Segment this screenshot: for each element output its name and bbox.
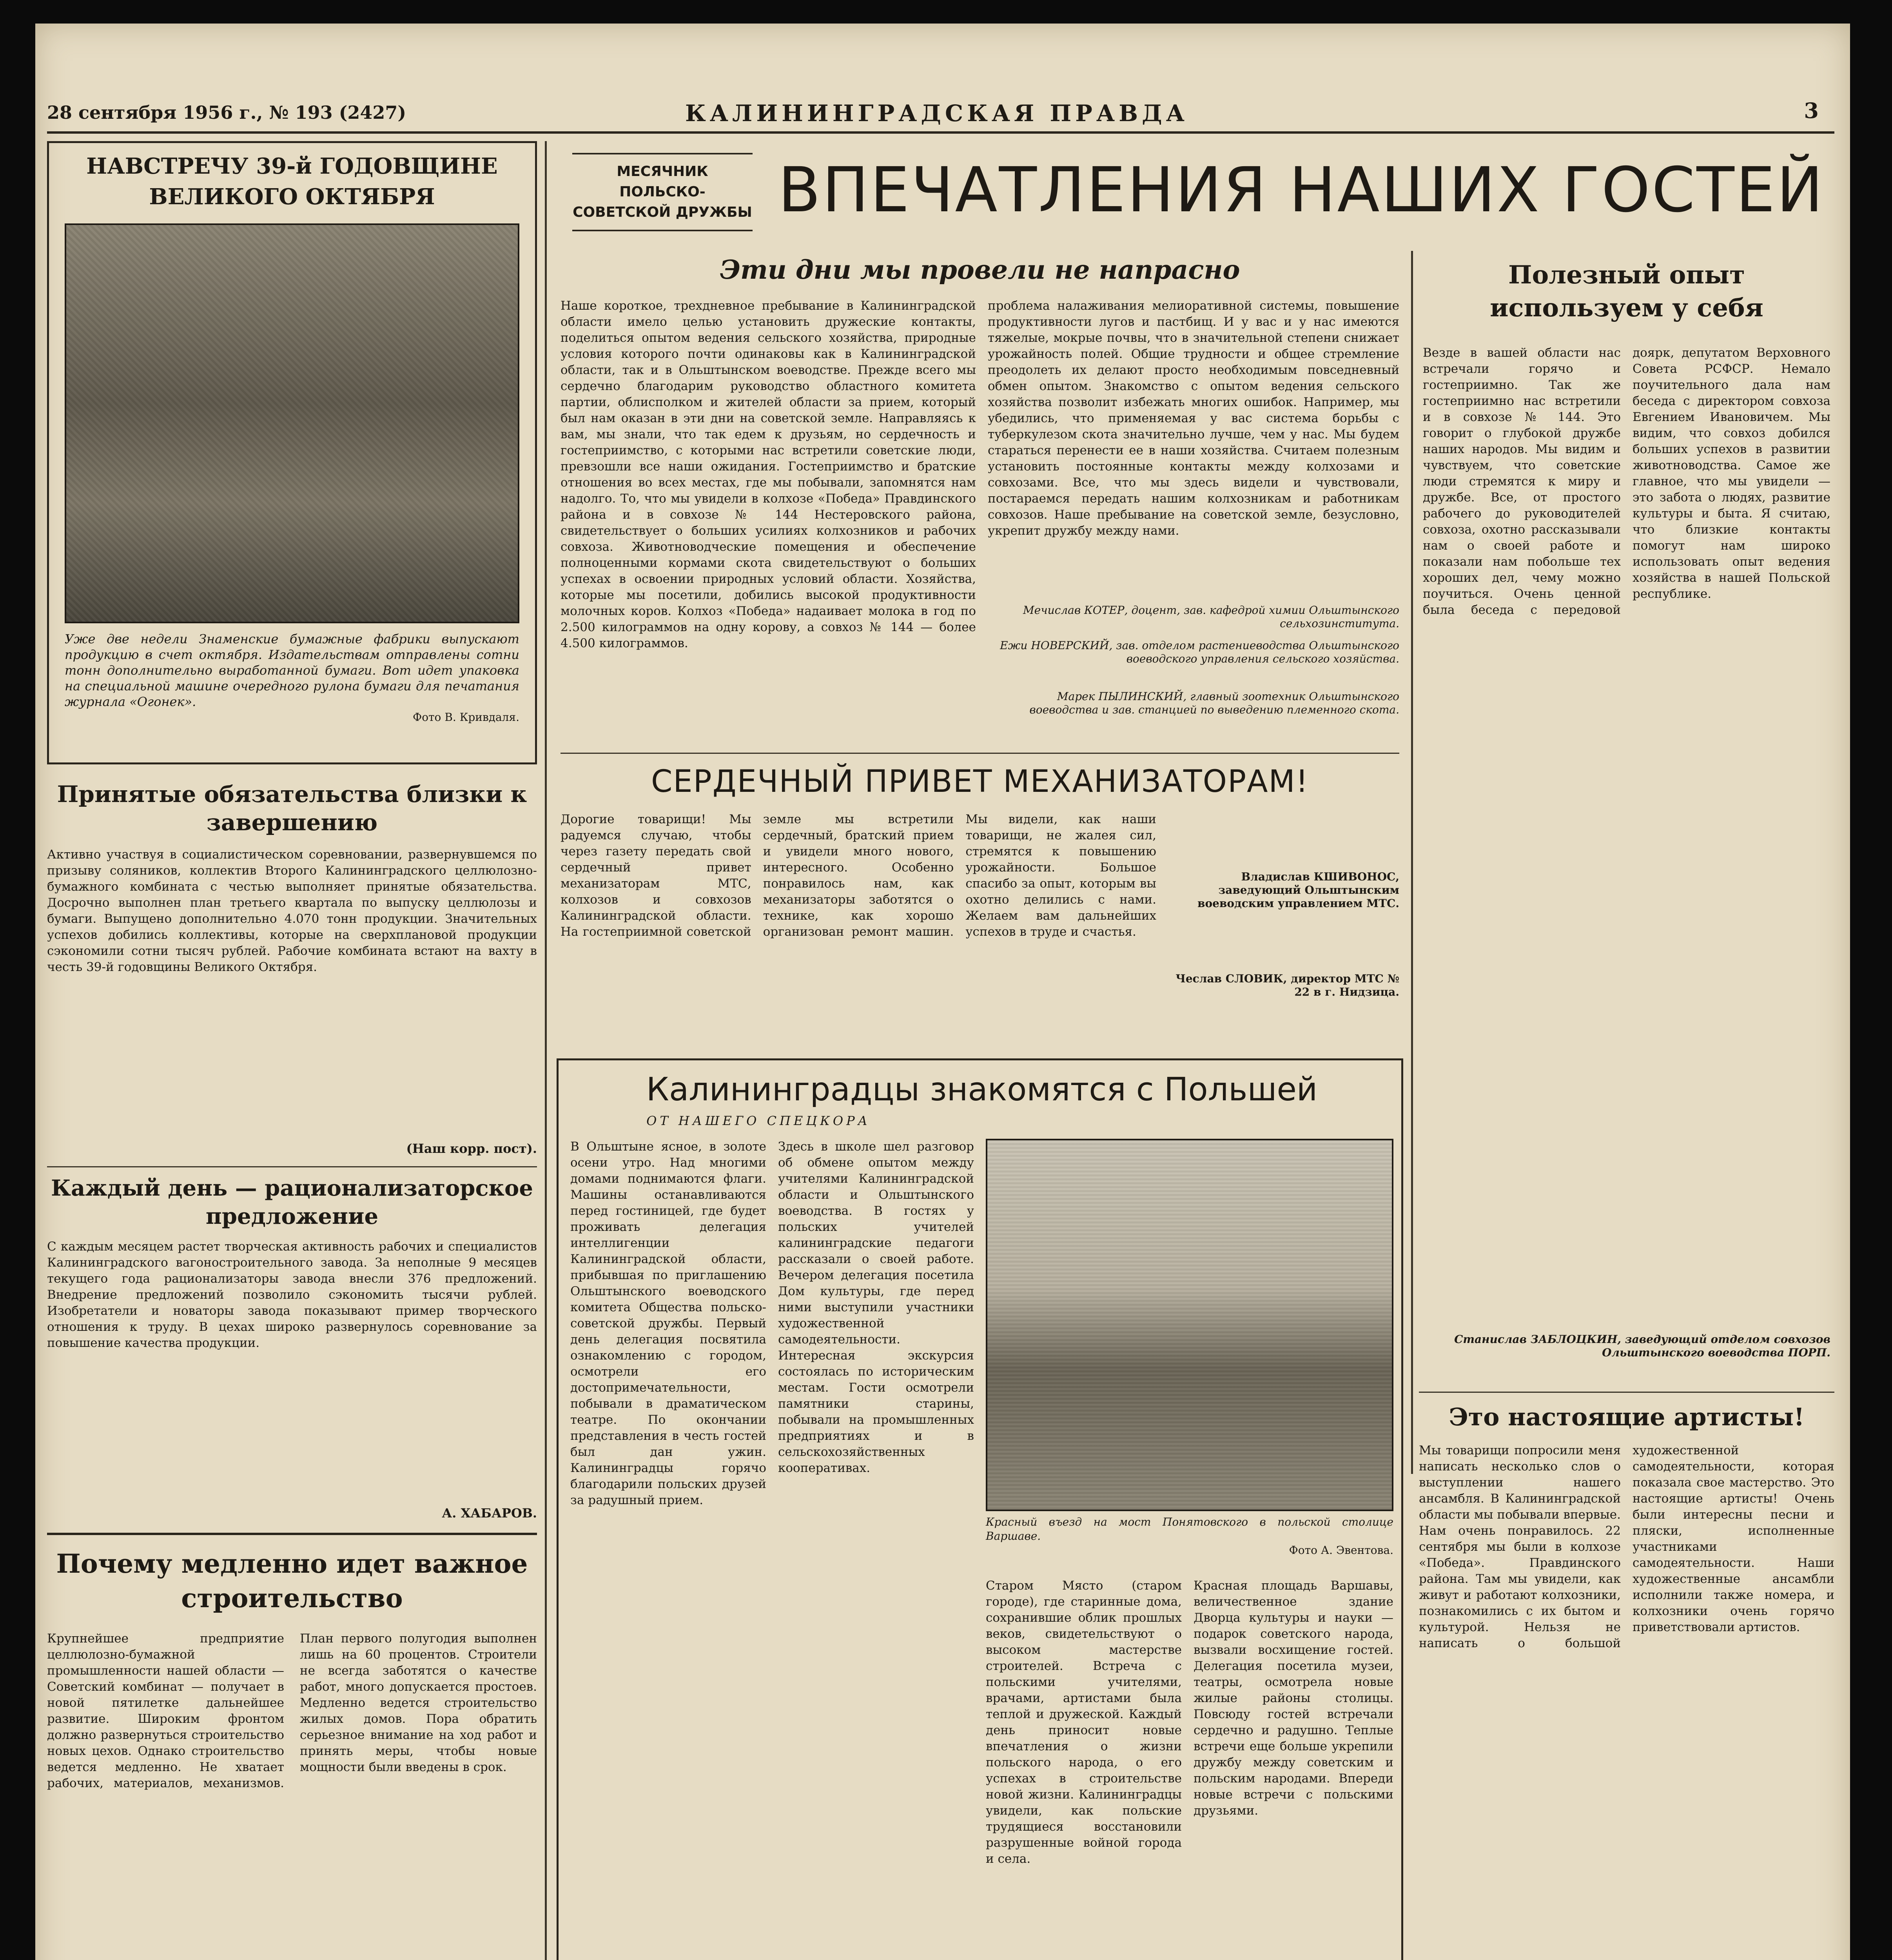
warsaw-bridge-photo	[986, 1139, 1393, 1511]
paper-machine-photo	[65, 223, 519, 623]
divider	[47, 1166, 537, 1167]
article-mechanizers-text: Дорогие товарищи! Мы радуемся случаю, чтобы через газету передать свой сердечный привет механизаторам МТС, колхозов и совхозов Калининградской области. На гостеприимной советской земле мы встретили сердечный, братский прием и увидели много нового, интересного. Особенно понравилось нам, как механизаторы заботятся о технике, как хорошо организован ремонт машин. Мы видели, как наши товарищи, не жалея сил, стремятся к повышению урожайности. Большое спасибо за опыт, которым вы охотно делились с нами. Желаем вам дальнейших успехов в труде и счастья.	[561, 812, 1156, 939]
article-rationalization-title: Каждый день — рационализаторское предложение	[51, 1175, 533, 1229]
article-not-in-vain-col2: проблема налаживания мелиоративной системы, повышение продуктивности лугов и пастбищ. И у вас и у нас имеются тяжелые, мокрые почвы, что в значительной степени снижает урожайность полей. Общие трудности и общее стремление преодолеть их делают просто необходимым повседневный обмен опытом. Знакомство с опытом ведения сельского хозяйства позволит избежать многих ошибок. Например, мы убедились, что применяемая у вас система борьбы с туберкулезом скота значительно лучше, чем у нас. Мы будем стараться перенести ее в наши хозяйства. Считаем полезным установить постоянные контакты между колхозами и совхозами. Все, что мы здесь видели и чувствовали, постараемся передать нашим колхозникам и работникам совхозов. Наше пребывание на советской земле, безусловно, укрепит дружбу между нами.	[988, 299, 1399, 538]
issue-date: 28 сентября 1956 г., № 193 (2427)	[47, 102, 406, 123]
article-obligations-signature: (Наш корр. пост).	[406, 1141, 537, 1156]
photo-credit: Фото В. Кривдаля.	[412, 711, 519, 724]
page-number: 3	[1804, 98, 1819, 123]
warsaw-photo-caption	[986, 1515, 1393, 1570]
article-useful-experience-text: Везде в вашей области нас встречали горячо и гостеприимно. Так же гостеприимно нас встретили и в совхозе № 144. Это говорит о глубокой дружбе наших народов. Мы видим и чувствуем, что советские люди стремятся к миру и дружбе. Все, от простого рабочего до руководителей совхоза, охотно рассказывали нам о своей работе и показали нам побольше тех хороших дел, чему можно поучиться. Очень ценной была беседа с передовой доярк, депутатом Верховного Совета РСФСР. Немало поучительного дала нам беседа с директором совхоза Евгением Ивановичем. Мы видим, что совхоз добился больших успехов в развитии животноводства. Самое же главное, что мы увидели — это забота о людях, развитие культуры и быта. Я считаю, что близкие контакты помогут нам широко использовать опыт ведения хозяйства в нашей Польской республике.	[1423, 346, 1830, 617]
article-obligations-title: Принятые обязательства близки к завершению	[57, 781, 527, 836]
photo-caption	[65, 631, 519, 745]
anniversary-heading: НАВСТРЕЧУ 39-й ГОДОВЩИНЕ ВЕЛИКОГО ОКТЯБРЯ	[86, 153, 498, 210]
article-not-in-vain-title: Эти дни мы провели не напрасно	[720, 254, 1240, 285]
friendship-month-tag-text: МЕСЯЧНИК ПОЛЬСКО-СОВЕТСКОЙ ДРУЖБЫ	[573, 163, 752, 220]
divider	[561, 753, 1399, 754]
poland-article-title: Калининградцы знакомятся с Польшей	[646, 1071, 1318, 1108]
column-rule	[1411, 251, 1413, 1474]
divider	[47, 1533, 537, 1535]
article-not-in-vain-col1: Наше короткое, трехдневное пребывание в Калининградской области имело целью установить дружеские контакты, поделиться опытом ведения сельского хозяйства, природные условия которого почти одинаковы как в Калининградской области, так и в Ольштынском воеводстве. Прежде всего мы сердечно благодарим руководство областного комитета партии, облисполком и жителей области за прием, который был нам оказан в эти дни на советской земле. Направляясь к вам, мы знали, что так едем к друзьям, но сердечность и гостеприимство, с которыми нас встретили советские люди, превзошли все наши ожидания. Гостеприимство и братские отношения во всех местах, где мы побывали, запомнятся нам надолго. То, что мы увидели в колхозе «Победа» Правдинского района и в совхозе № 144 Нестеровского района, свидетельствует о больших усилиях колхозников и рабочих совхоза. Животноводческие помещения и обеспечение полноценными кормами скота свидетельствуют о больших успехах в освоении природных условий области. Хозяйства, которые мы посетили, добились высокой продуктивности молочных коров. Колхоз «Победа» надаивает молока в год по 2.500 килограммов на одну корову, а совхоз № 144 — более 4.500 килограммов.	[561, 299, 976, 650]
article-artists-text: Мы товарищи попросили меня написать несколько слов о выступлении нашего ансамбля. В Калининградской области мы побывали впервые. Нам очень понравилось. 22 сентября мы были в колхозе «Победа». Правдинского района. Там мы увидели, как живут и работают колхозники, познакомились с их бытом и культурой. Нельзя не написать о большой художественной самодеятельности, которая показала свое мастерство. Это настоящие артисты! Очень были интересны песни и пляски, исполненные участниками самодеятельности. Наши художественные ансамбли исполнили также номера, и колхозники очень горячо приветствовали артистов.	[1419, 1443, 1834, 1650]
article-rationalization-text: С каждым месяцем растет творческая активность рабочих и специалистов Калининградского вагоностроительного завода. За неполные 9 месяцев текущего года рационализаторы завода внесли 376 предложений. Внедрение предложений позволило сэкономить тысячи рублей. Изобретатели и новаторы завода показывают пример творческого отношения к труду. В цехах широко развернулось соревнование за повышение качества продукции.	[47, 1240, 537, 1350]
poland-col3: Старом Място (старом городе), где старинные дома, сохранившие облик прошлых веков, свидетельствуют о высоком мастерстве строителей. Встреча с польскими учителями, врачами, артистами была теплой и дружеской. Каждый день приносит новые впечатления о жизни польского народа, о его успехах в строительстве новой жизни. Калининградцы увидели, как польские трудящиеся восстановили разрушенные войной города и села.	[986, 1579, 1182, 1866]
article-construction-text: Крупнейшее предприятие целлюлозно-бумажной промышленности нашей области — Советский комбинат — получает в новой пятилетке дальнейшее развитие. Широким фронтом должно развернуться строительство новых цехов. Однако строительство ведется медленно. Не хватает рабочих, материалов, механизмов. План первого полугодия выполнен лишь на 60 процентов. Строители не всегда заботятся о качестве работ, много допускается простоев. Медленно ведется строительство жилых домов. Пора обратить серьезное внимание на ход работ и принять меры, чтобы новые мощности были введены в срок.	[47, 1632, 537, 1790]
article-useful-experience-title: Полезный опыт используем у себя	[1490, 260, 1763, 323]
signature-noverski: Ежи НОВЕРСКИЙ, зав. отделом растениеводства Ольштынского воеводского управления сельского хозяйства.	[1000, 639, 1399, 665]
warsaw-photo-credit: Фото А. Эвентова.	[1289, 1544, 1393, 1557]
divider	[1419, 1392, 1834, 1393]
signature-kshivonos: Владислав КШИВОНОС, заведующий Ольштынским воеводским управлением МТС.	[1197, 870, 1399, 910]
signature-koter: Мечислав КОТЕР, доцент, зав. кафедрой химии Ольштынского сельхозинститута.	[1023, 604, 1399, 630]
poland-article-subtitle: ОТ НАШЕГО СПЕЦКОРА	[646, 1113, 871, 1128]
photo-caption-text: Уже две недели Знаменские бумажные фабрики выпускают продукцию в счет октября. Издательствам отправлены сотни тонн дополнительно выработанной бумаги. Вот идет упаковка на специальной машине очередного рулона бумаги для печатания журнала «Огонек».	[65, 632, 519, 709]
article-rationalization-signature: А. ХАБАРОВ.	[442, 1506, 537, 1521]
newspaper-title: КАЛИНИНГРАДСКАЯ ПРАВДА	[685, 100, 1188, 127]
poland-col2: Здесь в школе шел разговор об обмене опытом между учителями Калининградской области и Ольштынского воеводства. В гостях у польских учителей калининградские педагоги рассказали о своей работе. Вечером делегация посетила Дом культуры, где перед ними выступили участники художественной самодеятельности. Интересная экскурсия состоялась по историческим местам. Гости осмотрели памятники старины, побывали на промышленных предприятиях и в сельскохозяйственных кооперативах.	[778, 1140, 974, 1475]
signature-slovik: Чеслав СЛОВИК, директор МТС № 22 в г. Нидзица.	[1175, 972, 1399, 998]
column-rule	[545, 141, 547, 1960]
friendship-month-tag	[572, 153, 753, 231]
article-obligations-text: Активно участвуя в социалистическом соревновании, развернувшемся по призыву соляников, коллектив Второго Калининградского целлюлозно-бумажного комбината с честью выполняет принятые обязательства. Досрочно выполнен план третьего квартала по выпуску целлюлозы и бумаги. Выпущено дополнительно 4.070 тонн продукции. Значительных успехов добились коллективы, которые на сверхплановой продукции сэкономили сотни тысяч рублей. Рабочие комбината встают на вахту в честь 39-й годовщины Великого Октября.	[47, 848, 537, 974]
feature-title: ВПЕЧАТЛЕНИЯ НАШИХ ГОСТЕЙ	[778, 154, 1825, 226]
photo-feature-box	[47, 141, 537, 764]
article-artists-title: Это настоящие артисты!	[1449, 1403, 1805, 1431]
newspaper-page	[35, 24, 1850, 1960]
warsaw-photo-caption-text: Красный въезд на мост Понятовского в польской столице Варшаве.	[986, 1515, 1393, 1543]
poland-col1: В Ольштыне ясное, в золоте осени утро. Над многими домами поднимаются флаги. Машины останавливаются перед гостиницей, где будет проживать делегация интеллигенции Калининградской области, прибывшая по приглашению Ольштынского воеводского комитета Общества польско-советской дружбы. Первый день делегация посвятила ознакомлению с городом, осмотрели его достопримечательности, побывали в драматическом театре. По окончании представления в честь гостей был дан ужин. Калининградцы горячо благодарили польских друзей за радушный прием.	[570, 1140, 766, 1507]
signature-pylinski: Марек ПЫЛИНСКИЙ, главный зоотехник Ольштынского воеводства и зав. станцией по выведению племенного скота.	[1029, 690, 1399, 716]
masthead-rule	[47, 131, 1834, 134]
signature-zablotskin: Станислав ЗАБЛОЦКИН, заведующий отделом совхозов Ольштынского воеводства ПОРП.	[1454, 1333, 1830, 1359]
article-construction-title: Почему медленно идет важное строительство	[56, 1548, 528, 1613]
article-mechanizers-title: СЕРДЕЧНЫЙ ПРИВЕТ МЕХАНИЗАТОРАМ!	[651, 764, 1309, 799]
poland-col4: Красная площадь Варшавы, величественное здание Дворца культуры и науки — подарок советского народа, вызвали восхищение гостей. Делегация посетила музеи, театры, осмотрела новые жилые районы столицы. Повсюду гостей встречали сердечно и радушно. Теплые встречи еще больше укрепили дружбу между советским и польским народами. Впереди новые встречи с польскими друзьями.	[1194, 1579, 1393, 1818]
poland-article-box	[557, 1058, 1403, 1960]
